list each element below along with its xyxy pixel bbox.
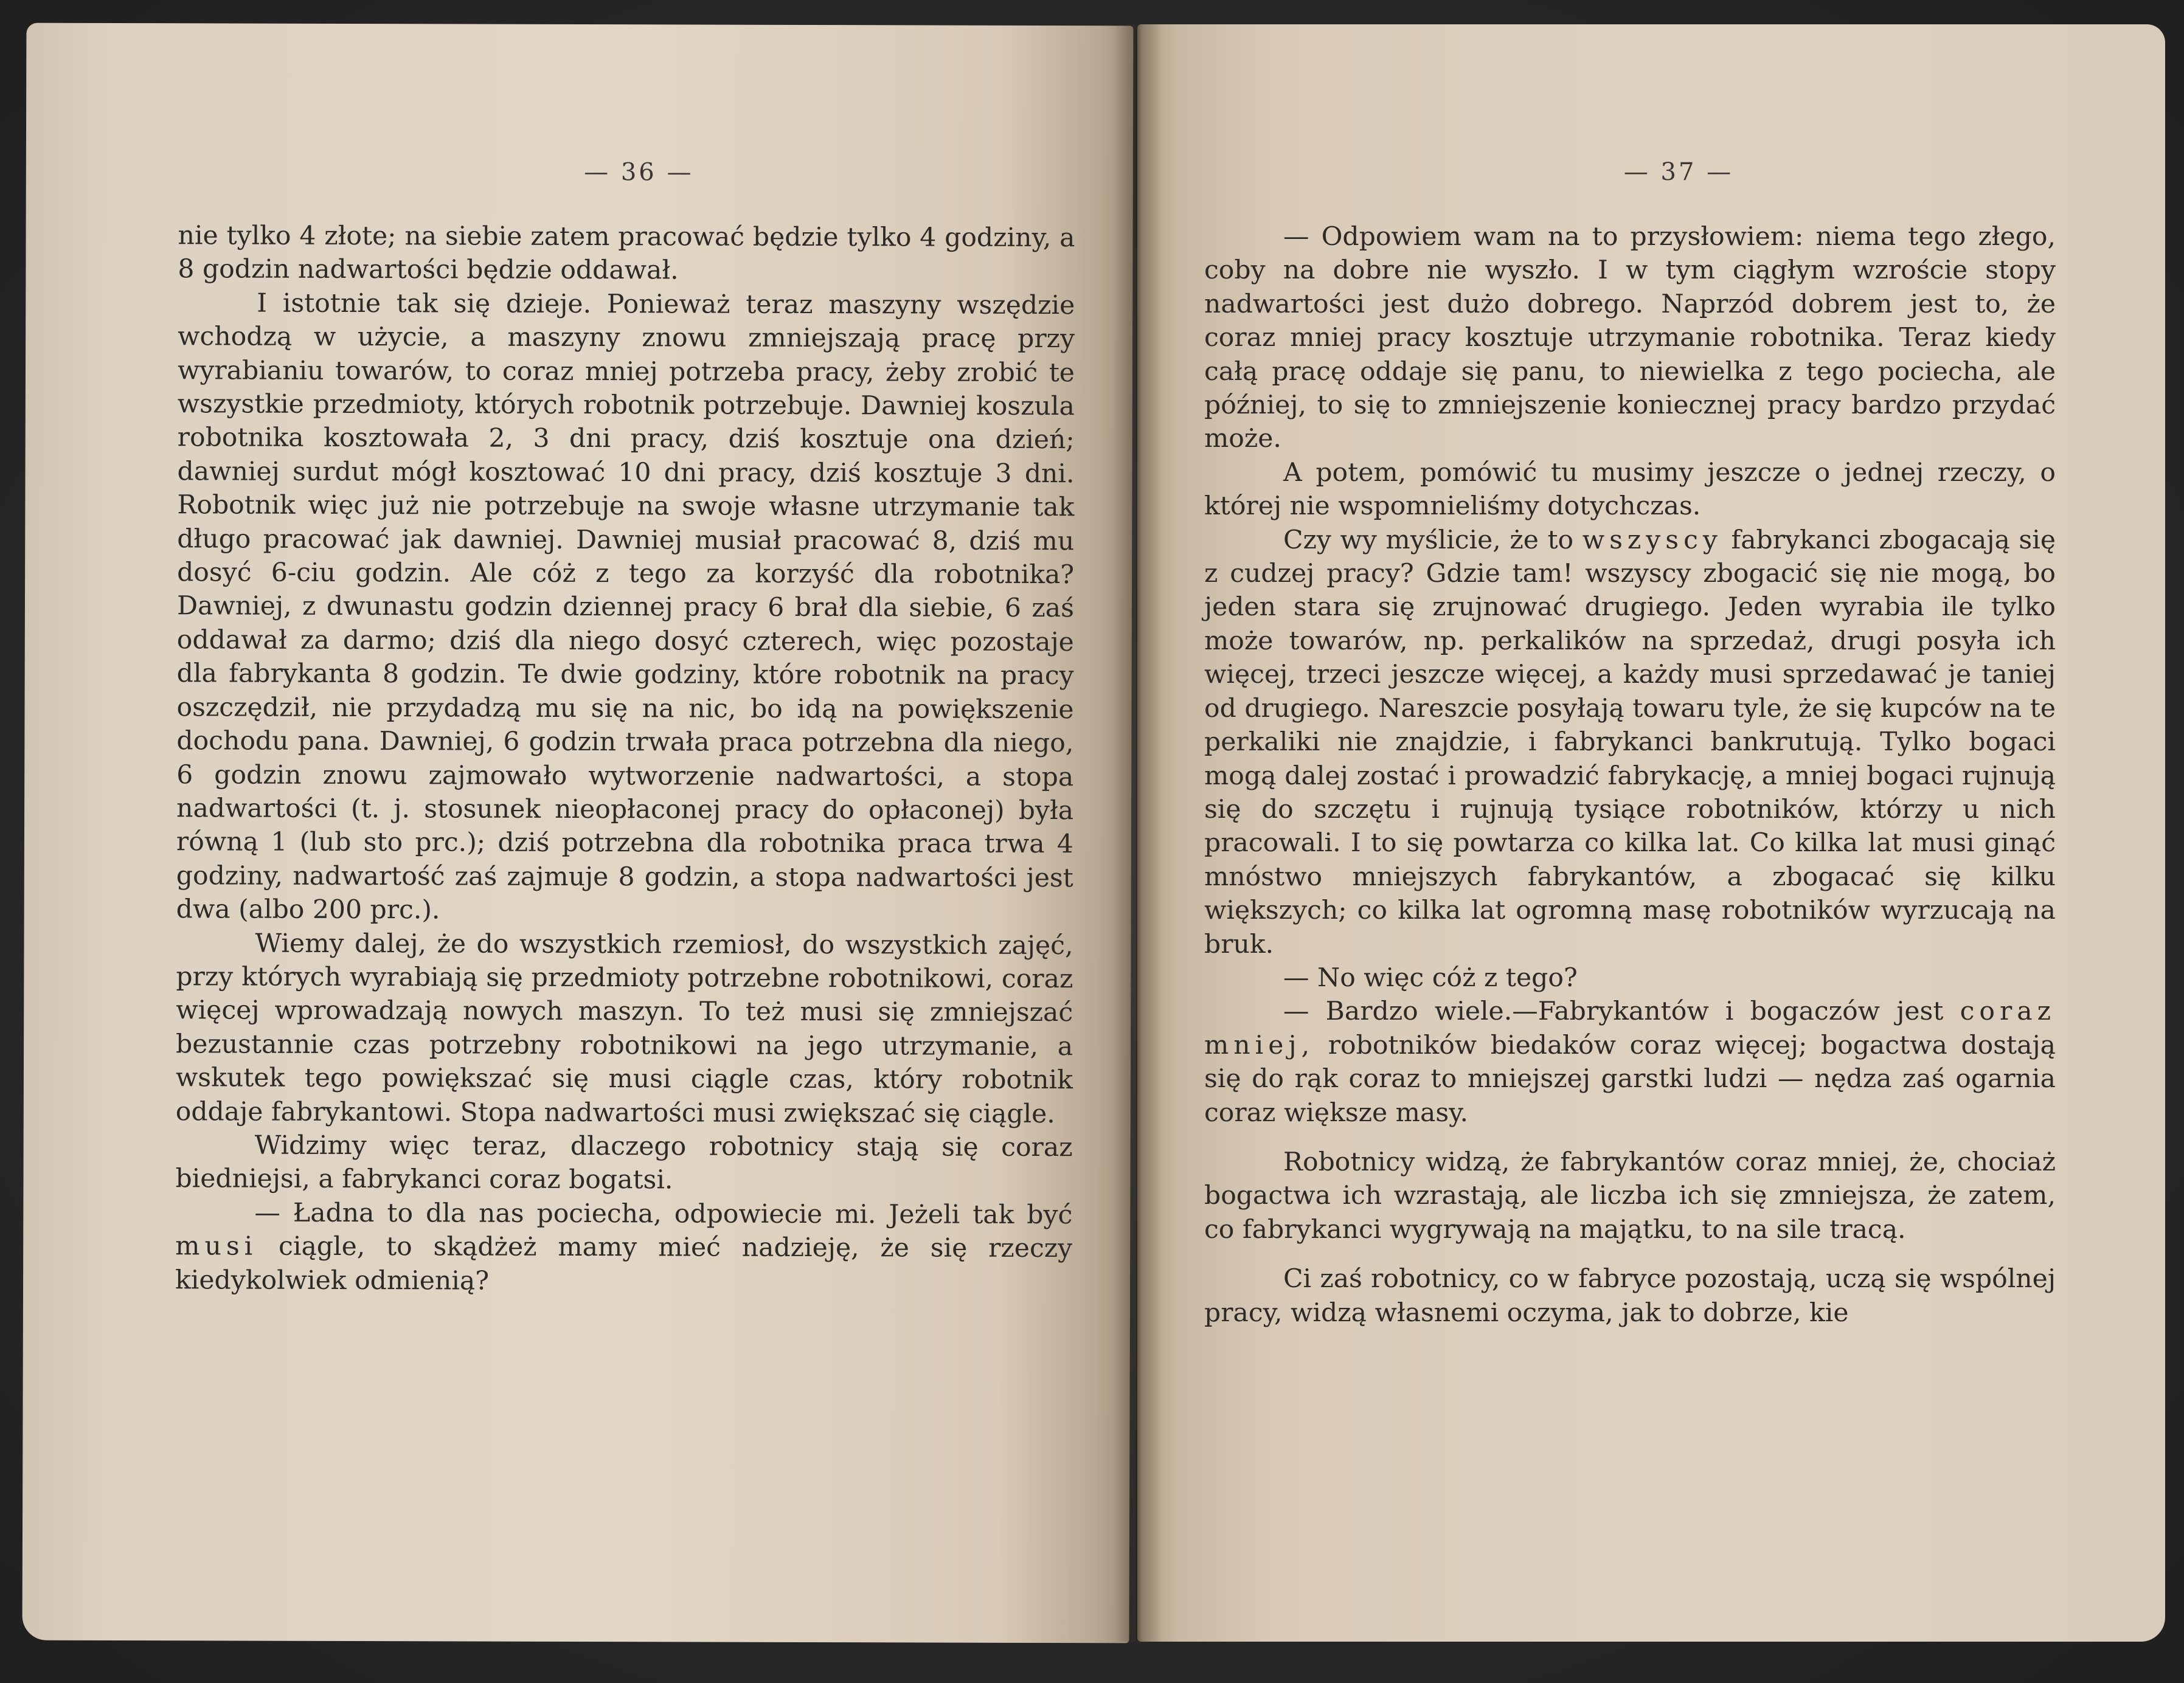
page-number-right: — 37 — (1623, 158, 1734, 186)
paragraph (175, 1196, 1072, 1299)
paragraph: Widzimy więc teraz, dlaczego robotnicy stają się coraz biedniejsi, a fabrykanci coraz bogatsi. (175, 1130, 1073, 1195)
paragraph: — No więc cóż z tego? (1283, 962, 1578, 993)
paragraph: I istotnie tak się dzieje. Ponieważ teraz maszyny wszędzie wchodzą w użycie, a maszyny znowu zmniejszają pracę przy wyrabianiu towarów, to coraz mniej potrzeba pracy, żeby zrobić te wszystkie przedmioty, których robotnik potrzebuje. Dawniej koszula robotnika kosztowała 2, 3 dni pracy, dziś kosztuje ona dzień; dawniej surdut mógł kosztować 10 dni pracy, dziś kosztuje 3 dni. Robotnik więc już nie potrzebuje na swoje własne utrzymanie tak długo pracować jak dawniej. Dawniej musiał pracować 8, dziś mu dosyć 6-ciu godzin. Ale cóż z tego za korzyść dla robotnika? Dawniej, z dwunastu godzin dziennej pracy 6 brał dla siebie, 6 zaś oddawał za darmo; dziś dla niego dosyć czterech, więc pozostaje dla fabrykanta 8 godzin. Te dwie godziny, które robotnik na pracy oszczędził, nie przydadzą mu się na nic, bo idą na powiększenie dochodu pana. Dawniej, 6 godzin trwała praca potrzebna dla niego, 6 godzin znowu zajmowało wytworzenie nadwartości, a stopa nadwartości (t. j. stosunek nieopłaconej pracy do opłaconej) była równą 1 (lub sto prc.); dziś potrzebna dla robotnika praca trwa 4 godziny, nadwartość zaś zajmuje 8 godzin, a stopa nadwartości jest dwa (albo 200 prc.). (176, 288, 1075, 925)
paragraph: Wiemy dalej, że do wszystkich rzemiosł, do wszystkich zajęć, przy których wyrabiają się przedmioty potrzebne robotnikowi, coraz więcej wprowadzają nowych maszyn. To też musi się zmniejszać bezustannie czas potrzebny robotnikowi na jego utrzymanie, a wskutek tego powiększać się musi ciągle czas, który robotnik oddaje fabrykantowi. Stopa nadwartości musi zwiększać się ciągle. (175, 928, 1073, 1129)
paragraph: Ci zaś robotnicy, co w fabryce pozostają, uczą się wspólnej pracy, widzą własnemi oczyma, jak to dobrze, kie (1204, 1264, 2056, 1328)
emphasized-text: wszyscy (1582, 525, 1722, 555)
right-page-text (1204, 220, 2056, 1330)
page-number-left: — 36 — (584, 158, 694, 187)
open-book (24, 24, 2165, 1660)
paragraph (1204, 524, 2056, 961)
paragraph (1204, 995, 2056, 1130)
text-run: Czy wy myślicie, że to (1283, 525, 1583, 555)
text-run: robotników biedaków coraz więcej; bogactwa dostają się do rąk coraz to mniejszej garstki ludzi — nędza zaś ogarnia coraz większe masy. (1204, 1030, 2056, 1128)
paragraph: nie tylko 4 złote; na siebie zatem pracować będzie tylko 4 godziny, a 8 godzin nadwartości będzie oddawał. (178, 221, 1075, 286)
left-page (23, 23, 1134, 1643)
emphasized-text: coraz mniej, (1204, 997, 2056, 1060)
text-run: fabrykanci zbogacają się z cudzej pracy? Gdzie tam! wszyscy zbogacić się nie mogą, bo jeden stara się zrujnować drugiego. Jeden wyrabia ile tylko może towarów, np. perkalików na sprzedaż, drugi posyła ich więcej, trzeci jeszcze więcej, a każdy musi sprzedawać je taniej od drugiego. Nareszcie posyłają towaru tyle, że się kupców na te perkaliki nie znajdzie, i fabrykanci bankrutują. Tylko bogaci mogą dalej zostać i prowadzić fabrykację, a mniej bogaci rujnują się do szczętu i rujnują tysiące robotników, którzy u nich pracowali. I to się powtarza co kilka lat. Co kilka lat musi ginąć mnóstwo mniejszych fabrykantów, a zbogacać się kilku większych; co kilka lat ogromną masę robotników wyrzucają na bruk. (1204, 525, 2056, 959)
emphasized-text: musi (175, 1231, 258, 1262)
right-page (1137, 24, 2165, 1642)
text-run: — Ładna to dla nas pociecha, odpowiecie mi. Jeżeli tak być (254, 1198, 1073, 1230)
left-page-text (175, 219, 1075, 1299)
paragraph: A potem, pomówić tu musimy jeszcze o jednej rzeczy, o której nie wspomnieliśmy dotychczas. (1204, 457, 2056, 522)
text-run: ciągle, to skądżeż mamy mieć nadzieję, że się rzeczy kiedykolwiek odmienią? (175, 1231, 1073, 1296)
paragraph: Robotnicy widzą, że fabrykantów coraz mniej, że, chociaż bogactwa ich wzrastają, ale liczba ich się zmniejsza, że zatem, co fabrykanci wygrywają na majątku, to na sile tracą. (1204, 1147, 2056, 1245)
text-run: — Bardzo wiele.—Fabrykantów i bogaczów jest (1283, 997, 1960, 1027)
paragraph: — Odpowiem wam na to przysłowiem: niema tego złego, coby na dobre nie wyszło. I w tym ciągłym wzroście stopy nadwartości jest dużo dobrego. Naprzód dobrem jest to, że coraz mniej pracy kosztuje utrzymanie robotnika. Teraz kiedy całą pracę oddaje się panu, to niewielka z tego pociecha, ale później, to się to zmniejszenie koniecznej pracy bardzo przydać może. (1204, 222, 2056, 454)
